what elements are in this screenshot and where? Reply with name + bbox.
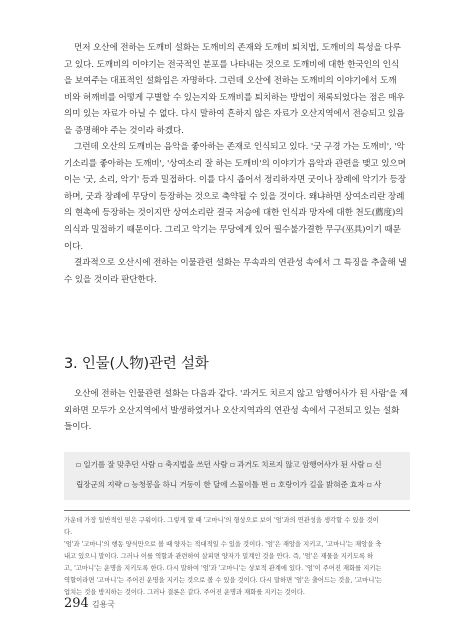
paragraph-dokkaebi-music: [64, 139, 409, 255]
text-line: 의미 있는 자료가 아닐 수 없다. 다시 말하여 흔하지 않은 자료가 오산지역에서 전승되고 있음: [64, 109, 405, 120]
section-title: 3. 인물(人物)관련 설화: [64, 356, 209, 372]
text-line: 들이다.: [64, 422, 92, 433]
footnote-divider: [64, 510, 410, 511]
paragraph-person-tales: [64, 386, 409, 436]
page-footer: [64, 596, 115, 611]
text-line: 비와 허깨비를 어떻게 구별할 수 있는지와 도깨비를 퇴치하는 방법이 채록되었다는 점은 매우: [64, 92, 405, 103]
text-line: 외하면 모두가 오산지역에서 발생하였거나 오산지역과의 연관성 속에서 구전되고 있는 설화: [64, 405, 400, 416]
text-line: 그런데 오산의 도깨비는 음악을 좋아하는 존재로 인식되고 있다. '굿 구경 가는 도깨비', '악: [74, 142, 405, 152]
page-number: 294: [64, 596, 89, 611]
footnote-line: '엄'과 '고마니'의 행동 양식만으로 볼 때 양자는 적대적일 수 있을 것이다. '엄'은 재앙을 지키고, '고마니'는 재앙을 축: [64, 541, 382, 548]
author-name: 김용국: [91, 600, 116, 609]
footnote: [64, 515, 410, 599]
footnote-line: 다.: [64, 529, 73, 536]
footnote-line: 역할이라면 '고마니'는 주어진 운명을 지키는 것으로 볼 수 있을 것이다. 다시 말하면 '엄'은 출어드는 것을, '고마니'는: [64, 577, 383, 584]
text-line: 이다.: [64, 241, 84, 252]
text-line: 의식과 밀접하기 때문이다. 그리고 악기는 무당에게 있어 필수불가결한 무구(巫具)이기 때문: [64, 224, 401, 235]
footnote-line: 고, '고마니'는 운명을 지키도록 한다. 다시 말하여 '엄'과 '고마니'는 상보적 관계에 있다. '엄'이 주어진 재화를 지키는: [64, 565, 382, 572]
text-line: 결과적으로 오산시에 전하는 이물관련 설화는 무속과의 연관성 속에서 그 특징을 추출해 낼: [74, 258, 407, 268]
paragraph-conclusion: [64, 255, 409, 288]
text-line: 고 있다. 도깨비의 이야기는 전국적인 분포를 나타내는 것으로 도깨비에 대한 한국인의 인식: [64, 59, 400, 70]
text-line: 의 현촉에 등장하는 것이지만 상여소리란 결국 저승에 대한 인식과 망자에 대한 천도(薦度)의: [64, 208, 404, 219]
text-line: 오산에 전하는 인물관련 설화는 다음과 같다. '과거도 치르지 않고 암행어사가 된 사람'을 제: [74, 389, 408, 399]
footnote-line: 업치는 것을 방지하는 것이다. 그러나 결론은 같다. 주어진 운명과 재화를 지키는 것이다.: [64, 589, 305, 596]
text-line: 수 있을 것이라 판단한다.: [64, 274, 157, 285]
tale-list-line: 립장군의 지략 ▫ 능청봉을 하니 거동이 한 달에 스물이틀 번 ▫ 호랑이가 길을 밝혀준 효자 ▫ 사: [76, 480, 382, 489]
text-line: 기소리를 좋아하는 도깨비', '상여소리 잘 하는 도깨비'의 이야기가 음악과 관련을 맺고 있으며: [64, 158, 406, 169]
tale-list-box: [64, 452, 410, 500]
text-line: 을 보여주는 대표적인 설화임은 자명하다. 그런데 오산에 전하는 도깨비의 이야기에서 도깨: [64, 76, 397, 87]
text-line: 하며, 굿과 장례에 무당이 등장하는 것으로 축약될 수 있을 것이다. 왜냐하면 상여소리란 장례: [64, 191, 405, 202]
text-line: 을 증명해야 주는 것이라 하겠다.: [64, 125, 184, 136]
text-line: 이는 '굿, 소리, 악기' 등과 밀접하다. 이를 다시 좁어서 정리하자면 굿이나 장례에 악기가 등장: [64, 175, 406, 186]
footnote-line: 내고 있으니 말이다. 그러나 이를 역할과 관련하여 살피면 양자가 밀계인 것을 안다. 즉, '엄'은 재물을 지키도록 하: [64, 553, 374, 560]
text-line: 먼저 오산에 전하는 도깨비 설화는 도깨비의 존재와 도깨비 퇴치법, 도깨비의 특성을 다루: [74, 43, 401, 53]
tale-list-line: ▫ 일기를 잘 맞추던 사람 ▫ 축지법을 쓰던 사람 ▫ 과거도 치르지 않고 암행어사가 된 사람 ▫ 신: [76, 460, 382, 469]
paragraph-dokkaebi-intro: [64, 40, 409, 140]
footnote-line: 가운데 가장 일반적인 믿은 구워이다. 그렇게 할 때 '고마니'의 형상으로 보이 '엄'과의 연관성을 생각할 수 있을 것이: [64, 517, 379, 524]
